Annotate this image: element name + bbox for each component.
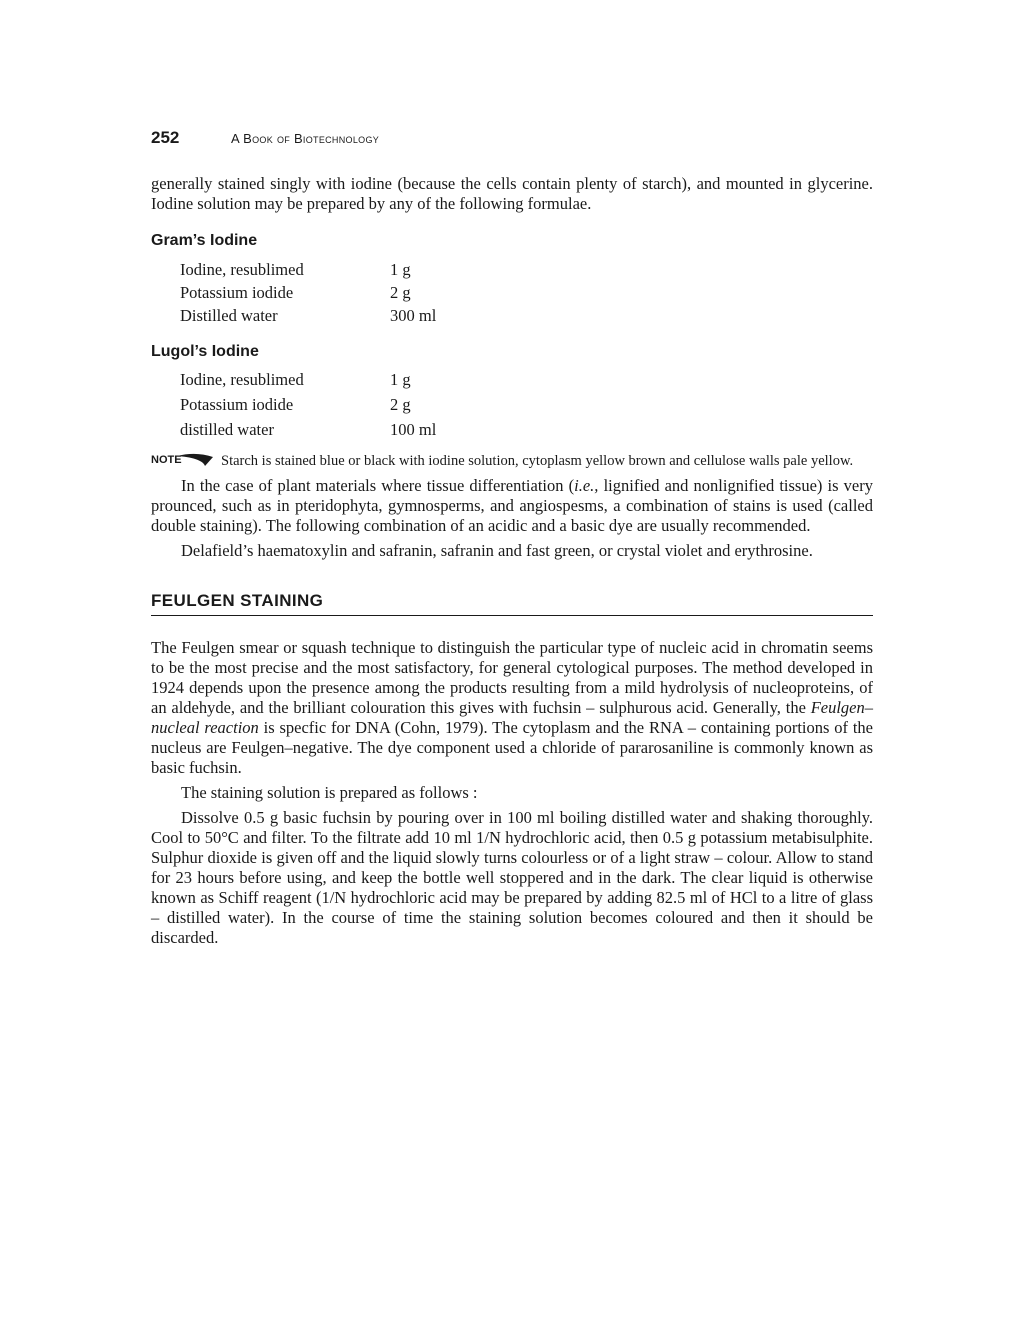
amount-cell: 2 g [390,394,411,414]
amount-cell: 2 g [390,282,411,302]
lugols-iodine-table [180,367,436,442]
page-number: 252 [151,128,180,147]
lugols-iodine-heading: Lugol’s Iodine [151,343,259,360]
amount-cell: 100 ml [390,419,437,439]
plant-text-end: lignified and nonlignified tissue) is very prounced, such as in pteridophyta, gymnosperms, and angiospesms, a combination of stains is used (called double staining). The following combination of an acidic and a basic dye are usually recommended. [151,476,873,535]
ingredient-cell: Iodine, resublimed [180,369,304,389]
ingredient-cell: Potassium iodide [180,394,294,414]
book-title: A Book of Biotechnology [231,131,380,146]
ingredient-cell: Iodine, resublimed [180,259,304,279]
note-block [151,452,873,472]
feulgen-text-start: The Feulgen smear or squash technique to distinguish the particular type of nucleic acid in chromatin seems to be the most precise and the most satisfactory, for general cytological purposes. The method developed in 1924 depends upon the presence among the products resulting from a mild hydrolysis of nucleoproteins, of an aldehyde, and the brilliant colouration this gives with fuchsin – sulphurous acid. Generally, the [151,638,873,717]
ingredient-cell: Distilled water [180,305,278,325]
table-row [180,417,436,442]
amount-cell: 1 g [390,259,411,279]
grams-iodine-table [180,258,436,327]
ingredient-cell: distilled water [180,419,274,439]
note-badge [151,452,221,472]
table-row [180,304,436,327]
ingredient-cell: Potassium iodide [180,282,294,302]
table-row [180,258,436,281]
feulgen-paragraph-1 [151,638,873,778]
amount-cell: 1 g [390,369,411,389]
note-arrow-icon [175,452,215,468]
table-row [180,392,436,417]
note-text: Starch is stained blue or black with iodine solution, cytoplasm yellow brown and cellulose walls pale yellow. [221,453,854,469]
amount-cell: 300 ml [390,305,437,325]
stain-combination-paragraph: Delafield’s haematoxylin and safranin, safranin and fast green, or crystal violet and erythrosine. [181,541,813,560]
plant-text-italic: i.e., [574,476,599,495]
intro-paragraph: generally stained singly with iodine (because the cells contain plenty of starch), and mounted in glycerine. Iodine solution may be prepared by any of the following formulae. [151,174,873,213]
book-page [151,128,873,948]
grams-iodine-heading: Gram’s Iodine [151,232,258,249]
feulgen-text-end: is specfic for DNA (Cohn, 1979). The cytoplasm and the RNA – containing portions of the nucleus are Feulgen–negative. The dye component used a chloride of pararosaniline is commonly known as basic fuchsin. [151,718,873,777]
table-row [180,367,436,392]
plant-materials-paragraph [151,476,873,536]
running-head [151,128,873,156]
table-row [180,281,436,304]
note-label: NOTE [151,454,182,466]
feulgen-text-italic: Feulgen–nucleal reaction [151,698,873,737]
plant-text-start: In the case of plant materials where tissue differentiation ( [181,476,575,495]
feulgen-paragraph-2: The staining solution is prepared as follows : [181,783,478,802]
feulgen-paragraph-3: Dissolve 0.5 g basic fuchsin by pouring over in 100 ml boiling distilled water and shaking thoroughly. Cool to 50°C and filter. To the filtrate add 10 ml 1/N hydrochloric acid, then 0.5 g potassium metabisulphite. Sulphur dioxide is given off and the liquid slowly turns colourless or of a light straw – colour. Allow to stand for 23 hours before using, and keep the bottle well stoppered and in the dark. The clear liquid is otherwise known as Schiff reagent (1/N hydrochloric acid may be prepared by adding 82.5 ml of HCl to a litre of glass – distilled water). In the course of time the staining solution becomes coloured and then it should be discarded. [151,808,873,947]
feulgen-section-heading: FEULGEN STAINING [151,591,873,616]
